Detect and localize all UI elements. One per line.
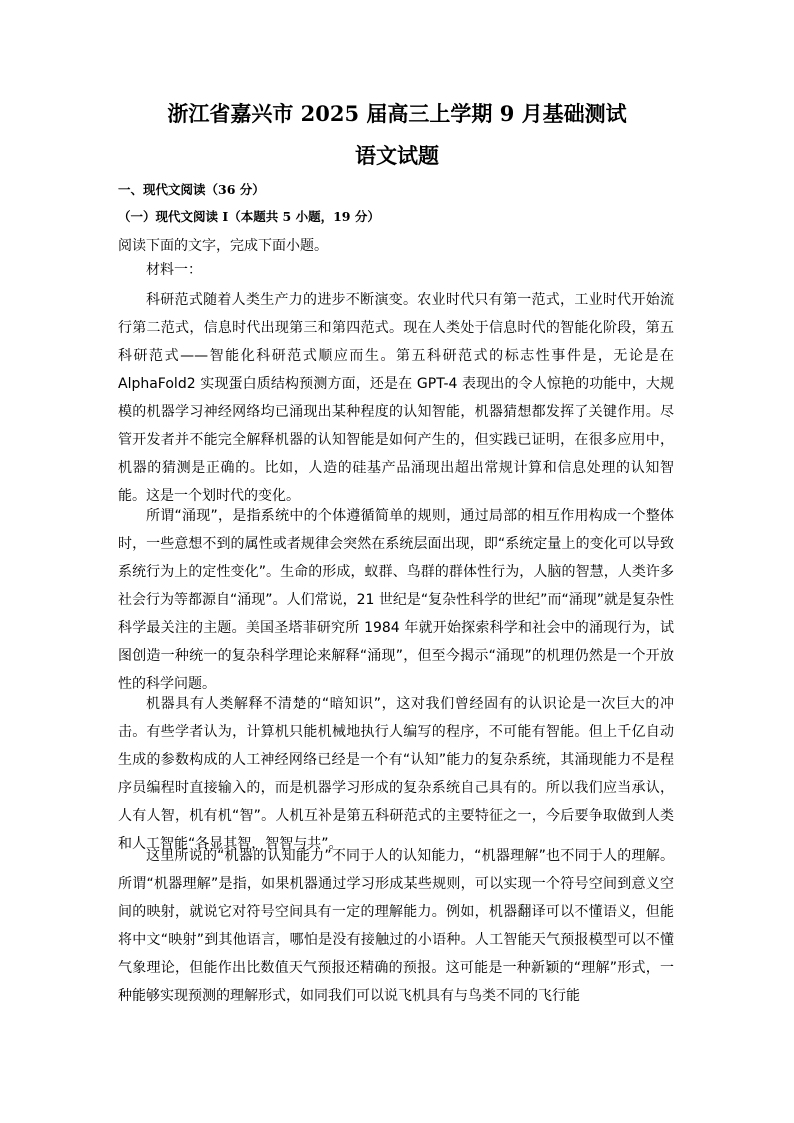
paragraph: 科研范式随着人类生产力的进步不断演变。农业时代只有第一范式，工业时代开始流行第二范式，信息时代出现第三和第四范式。现在人类处于信息时代的智能化阶段，第五科研范式——智能化科研范式顺应而生。第五科研范式的标志性事件是，无论是在 AlphaFold2 实现蛋白质结构预测方面，还是在 GPT-4 表现出的令人惊艳的功能中，大规模的机器学习神经网络均已涌现出某种程度的认知智能，机器猜想都发挥了关键作用。尽管开发者并不能完全解释机器的认知智能是如何产生的，但实践已证明，在很多应用中，机器的猜测是正确的。比如，人造的硅基产品涌现出超出常规计算和信息处理的认知智能。这是一个划时代的变化。: [118, 292, 674, 504]
subsection-heading: （一）现代文阅读 I（本题共 5 小题，19 分）: [118, 209, 380, 224]
document-title: 浙江省嘉兴市 2025 届高三上学期 9 月基础测试: [167, 101, 627, 126]
document-subtitle: 语文试题: [355, 143, 439, 168]
section-heading: 一、现代文阅读（36 分）: [118, 182, 265, 197]
paragraph: 所谓“涌现”，是指系统中的个体遵循简单的规则，通过局部的相互作用构成一个整体时，一些意想不到的属性或者规律会突然在系统层面出现，即“系统定量上的变化可以导致系统行为上的定性变化”。生命的形成，蚁群、鸟群的群体性行为，人脑的智慧，人类许多社会行为等都源自“涌现”。人们常说，21 世纪是“复杂性科学的世纪”而“涌现”就是复杂性科学最关注的主题。美国圣塔菲研究所 1984 年就开始探索科学和社会中的涌现行为，试图创造一种统一的复杂科学理论来解释“涌现”，但至今揭示“涌现”的机理仍然是一个开放性的科学问题。: [118, 508, 674, 692]
paragraph: 机器具有人类解释不清楚的“暗知识”，这对我们曾经固有的认识论是一次巨大的冲击。有些学者认为，计算机只能机械地执行人编写的程序，不可能有智能。但上千亿自动生成的参数构成的人工神经网络已经是一个有“认知”能力的复杂系统，其涌现能力不是程序员编程时直接输入的，而是机器学习形成的复杂系统自己具有的。所以我们应当承认，人有人智，机有机“智”。人机互补是第五科研范式的主要特征之一，今后要争取做到人类和人工智能“各显其智，智智与共”。: [118, 696, 674, 852]
instruction-text: 阅读下面的文字，完成下面小题。: [118, 238, 328, 254]
paragraph: 这里所说的“机器的认知能力”不同于人的认知能力，“机器理解”也不同于人的理解。所谓“机器理解”是指，如果机器通过学习形成某些规则，可以实现一个符号空间到意义空间的映射，就说它对符号空间具有一定的理解能力。例如，机器翻译可以不懂语义，但能将中文“映射”到其他语言，哪怕是没有接触过的小语种。人工智能天气预报模型可以不懂气象理论，但能作出比数值天气预报还精确的预报。这可能是一种新颖的“理解”形式，一种能够实现预测的理解形式，如同我们可以说飞机具有与鸟类不同的飞行能: [118, 848, 674, 1004]
material-label: 材料一：: [146, 262, 202, 278]
